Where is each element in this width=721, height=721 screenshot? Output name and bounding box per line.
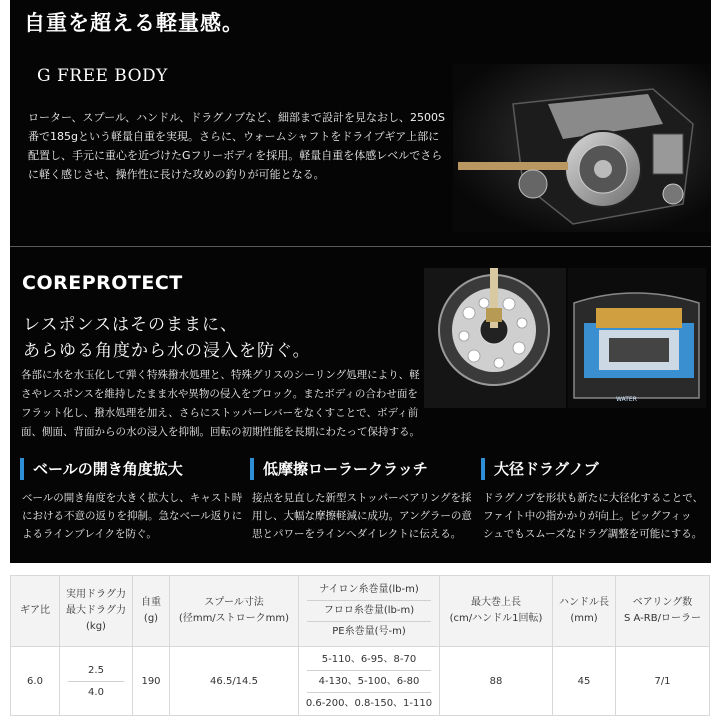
feature-line: 用し、大幅な摩擦軽減に成功。アングラーの意 xyxy=(252,510,472,522)
line-capacity-value xyxy=(299,647,440,716)
feature-drag-knob xyxy=(481,458,709,543)
value-divider xyxy=(68,681,124,682)
tagline-line: あらゆる角度から水の浸入を防ぐ。 xyxy=(23,341,311,361)
header-line: (cm/ハンドル1回転) xyxy=(449,613,543,624)
feature-bail-angle xyxy=(20,458,245,543)
description-line: に軽く感じさせ、操作性に長けた攻めの釣りが可能となる。 xyxy=(28,168,325,181)
description-line: フラット化し、撥水処理を加え、さらにストッパーレバーをなくすことで、ボディ前 xyxy=(21,407,419,419)
spool-value: 46.5/14.5 xyxy=(170,647,299,716)
feature-line: よるラインブレイクを防ぐ。 xyxy=(22,528,157,540)
handle-header xyxy=(553,576,616,647)
gear-ratio-value: 6.0 xyxy=(11,647,60,716)
tagline-line: レスポンスはそのままに、 xyxy=(23,315,238,335)
value-line: 4.0 xyxy=(88,686,104,698)
bearing-header xyxy=(616,576,710,647)
header-line: スプール寸法 xyxy=(204,597,264,608)
gfree-body-subhead: G FREE BODY xyxy=(37,66,168,86)
feature-roller-clutch xyxy=(250,458,475,543)
feature-text xyxy=(250,489,475,543)
description-line: さやレスポンスを維持したまま水や異物の侵入をブロック。またボディの合わせ面を xyxy=(21,388,418,400)
line-capacity-header xyxy=(299,576,440,647)
retrieve-header xyxy=(440,576,553,647)
handle-value: 45 xyxy=(553,647,616,716)
feature-title: ベールの開き角度拡大 xyxy=(20,458,245,480)
spec-table xyxy=(10,575,710,716)
header-line: 最大ドラグ力 xyxy=(66,605,126,616)
value-line: 4-130、5-100、6-80 xyxy=(318,675,420,687)
product-feature-panel xyxy=(10,0,711,563)
header-line: PE糸巻量(号-m) xyxy=(332,626,406,637)
feature-title: 大径ドラグノブ xyxy=(481,458,709,480)
water-label: WATER xyxy=(616,396,637,403)
feature-text xyxy=(481,489,709,543)
header-line: ハンドル長 xyxy=(559,597,609,608)
drag-value xyxy=(60,647,133,716)
coreprotect-title: COREPROTECT xyxy=(22,272,183,294)
header-line: ナイロン糸巻量(lb-m) xyxy=(319,584,419,595)
feature-line: 接点を見直した新型ストッパーベアリングを採 xyxy=(252,492,472,504)
weight-value: 190 xyxy=(133,647,170,716)
gfree-description xyxy=(28,108,448,184)
header-divider xyxy=(307,600,431,601)
reel-body-cutaway-image xyxy=(453,64,711,232)
gear-ratio-header: ギア比 xyxy=(11,576,60,647)
drag-header xyxy=(60,576,133,647)
retrieve-value: 88 xyxy=(440,647,553,716)
header-line: ベアリング数 xyxy=(632,597,693,608)
spec-value-row xyxy=(11,647,710,716)
water-repellent-image xyxy=(424,268,706,408)
section-divider xyxy=(10,246,711,247)
header-line: 自重 xyxy=(141,597,161,608)
feature-line: ファイト中の指かかりが向上。ビッグフィッ xyxy=(483,510,692,522)
feature-line: における不意の返りを抑制。急なベール返りに xyxy=(22,510,243,522)
coreprotect-tagline xyxy=(23,312,311,364)
description-line: 各部に水を水玉化して弾く特殊撥水処理と、特殊グリスのシーリング処理により、軽 xyxy=(21,369,420,381)
header-line: フロロ糸巻量(lb-m) xyxy=(323,605,415,616)
value-line: 2.5 xyxy=(88,664,104,676)
spool-header xyxy=(170,576,299,647)
header-line: (径mm/ストロークmm) xyxy=(178,613,290,624)
feature-title: 低摩擦ローラークラッチ xyxy=(250,458,475,480)
header-line: (g) xyxy=(143,613,159,624)
spec-header-row xyxy=(11,576,710,647)
value-line: 0.6-200、0.8-150、1-110 xyxy=(305,697,433,709)
weight-header xyxy=(133,576,170,647)
feature-line: ドラグノブを形状も新たに大径化することで、 xyxy=(483,492,704,504)
feature-line: ベールの開き角度を大きく拡大し、キャスト時 xyxy=(22,492,243,504)
header-line: 実用ドラグ力 xyxy=(66,589,126,600)
header-divider xyxy=(307,621,431,622)
coreprotect-description xyxy=(21,366,421,442)
header-line: S A-RB/ローラー xyxy=(624,613,701,624)
value-divider xyxy=(307,670,431,671)
description-line: 配置し、手元に重心を近づけたGフリーボディを採用。軽量自重を体感レベルでさら xyxy=(28,149,443,162)
description-line: 面、側面、背面からの水の浸入を抑制。回転の初期性能を長期にわたって保持する。 xyxy=(21,426,420,438)
value-divider xyxy=(307,692,431,693)
header-line: (kg) xyxy=(86,621,106,632)
header-line: 最大巻上長 xyxy=(471,597,521,608)
description-line: ローター、スプール、ハンドル、ドラグノブなど、細部まで設計を見なおし、2500S xyxy=(28,111,446,124)
main-headline: 自重を超える軽量感。 xyxy=(24,11,244,35)
feature-line: 思とパワーをラインへダイレクトに伝える。 xyxy=(252,528,462,540)
description-line: 番で185gという軽量自重を実現。さらに、ウォームシャフトをドライブギア上部に xyxy=(28,130,440,143)
header-line: (mm) xyxy=(570,613,598,624)
value-line: 5-110、6-95、8-70 xyxy=(321,653,417,665)
feature-text xyxy=(20,489,245,543)
feature-line: シュでもスムーズなドラグ調整を可能にする。 xyxy=(483,528,703,540)
bearing-value: 7/1 xyxy=(616,647,710,716)
